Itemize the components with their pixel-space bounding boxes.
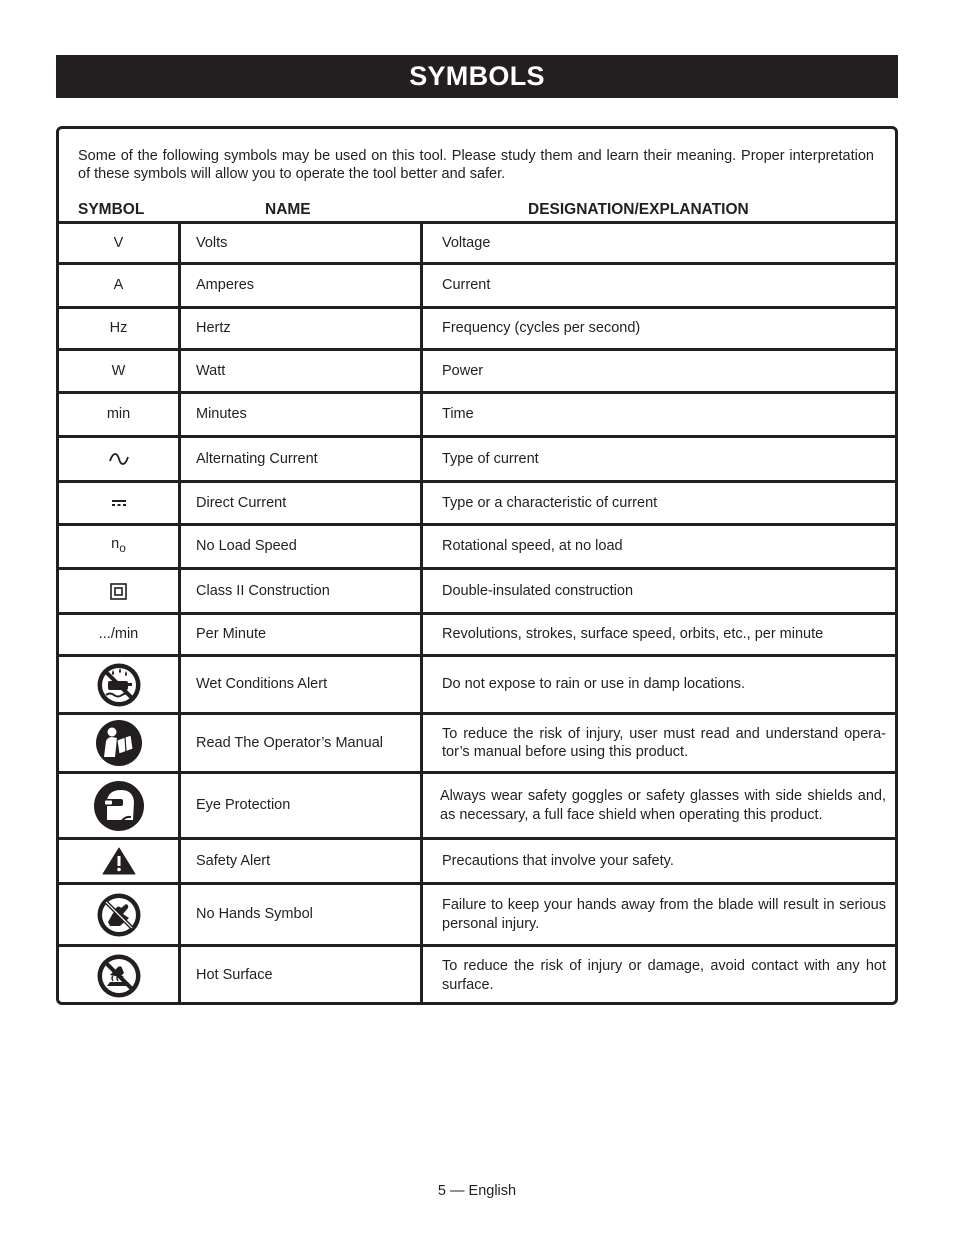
name-cell: Volts (181, 224, 423, 262)
alternating-current-icon (108, 452, 130, 466)
symbol-cell (59, 774, 181, 837)
table-row (59, 262, 895, 306)
hot-surface-icon (96, 953, 142, 999)
direct-current-icon (111, 499, 127, 507)
symbols-table-box (56, 126, 898, 1005)
intro-text: Some of the following symbols may be used on this tool. Please study them and learn their meaning. Proper interpretation of these symbols will allow you to operate the tool better and safer. (78, 148, 874, 182)
symbol-cell (59, 526, 181, 567)
symbol-cell (59, 840, 181, 882)
table-row (59, 771, 895, 837)
desc-cell: Power (442, 362, 484, 379)
desc-cell: Failure to keep your hands away from the blade will result in serious personal injury. (442, 897, 886, 932)
name-cell: Amperes (181, 265, 423, 306)
wet-conditions-alert-icon (96, 662, 142, 708)
table-row (59, 712, 895, 771)
page-title: SYMBOLS (56, 55, 898, 98)
table-row (59, 612, 895, 654)
symbol-cell (59, 657, 181, 712)
header-symbol: SYMBOL (78, 201, 145, 218)
table-row (59, 348, 895, 391)
symbol-cell (59, 715, 181, 771)
symbols-table (59, 221, 895, 1004)
desc-cell: Always wear safety goggles or safety glasses with side shields and, as necessary, a full face shield when operating this product. (440, 788, 886, 823)
name-cell: No Load Speed (181, 526, 423, 567)
symbol-cell: min (59, 394, 181, 435)
read-manual-icon (95, 719, 143, 767)
desc-cell: To reduce the risk of injury or damage, avoid contact with any hot surface. (442, 958, 886, 993)
desc-cell: Rotational speed, at no load (442, 538, 623, 555)
desc-cell: Frequency (cycles per second) (442, 320, 641, 337)
symbol-cell (59, 438, 181, 480)
class-ii-construction-icon (110, 583, 127, 600)
name-cell: Safety Alert (181, 840, 423, 882)
table-row (59, 435, 895, 480)
desc-cell: Voltage (442, 234, 491, 251)
name-cell: Eye Protection (181, 774, 423, 837)
symbol-cell (59, 483, 181, 523)
desc-cell: Time (442, 406, 474, 423)
table-row (59, 944, 895, 1004)
desc-cell: Precautions that involve your safety. (442, 852, 674, 869)
desc-cell: Type of current (442, 450, 539, 467)
desc-cell: Do not expose to rain or use in damp locations. (442, 676, 746, 693)
table-row (59, 306, 895, 348)
table-row (59, 523, 895, 567)
table-header (59, 199, 895, 221)
symbol-cell: A (59, 265, 181, 306)
symbol-cell (59, 885, 181, 944)
desc-cell: Revolutions, strokes, surface speed, orbits, etc., per minute (442, 626, 824, 643)
safety-alert-icon (102, 847, 136, 875)
page-footer: 5 — English (437, 1183, 517, 1199)
no-hands-icon (96, 892, 142, 938)
name-cell: Hertz (181, 309, 423, 348)
table-row (59, 567, 895, 612)
desc-cell: To reduce the risk of injury, user must read and understand opera-tor’s manual before using this product. (442, 725, 886, 760)
header-name: NAME (265, 201, 311, 218)
symbol-cell: W (59, 351, 181, 391)
table-row (59, 882, 895, 944)
name-cell: Read The Operator’s Manual (181, 715, 423, 771)
header-designation: DESIGNATION/EXPLANATION (528, 201, 749, 218)
name-cell: Class II Construction (181, 570, 423, 612)
table-row (59, 837, 895, 882)
symbol-cell (59, 570, 181, 612)
no-load-speed-symbol: $n_o$ (111, 536, 126, 556)
name-cell: No Hands Symbol (181, 885, 423, 944)
name-cell: Direct Current (181, 483, 423, 523)
name-cell: Hot Surface (181, 947, 423, 1004)
name-cell: Per Minute (181, 615, 423, 654)
eye-protection-icon (93, 780, 145, 832)
table-row (59, 654, 895, 712)
desc-cell: Current (442, 277, 491, 294)
desc-cell: Type or a characteristic of current (442, 494, 658, 511)
symbol-cell (59, 947, 181, 1004)
name-cell: Alternating Current (181, 438, 423, 480)
symbol-cell: V (59, 224, 181, 262)
name-cell: Wet Conditions Alert (181, 657, 423, 712)
table-row (59, 391, 895, 435)
name-cell: Minutes (181, 394, 423, 435)
name-cell: Watt (181, 351, 423, 391)
symbol-cell: Hz (59, 309, 181, 348)
table-row (59, 221, 895, 262)
desc-cell: Double-insulated construction (442, 582, 634, 599)
table-row (59, 480, 895, 523)
symbol-cell: .../min (59, 615, 181, 654)
